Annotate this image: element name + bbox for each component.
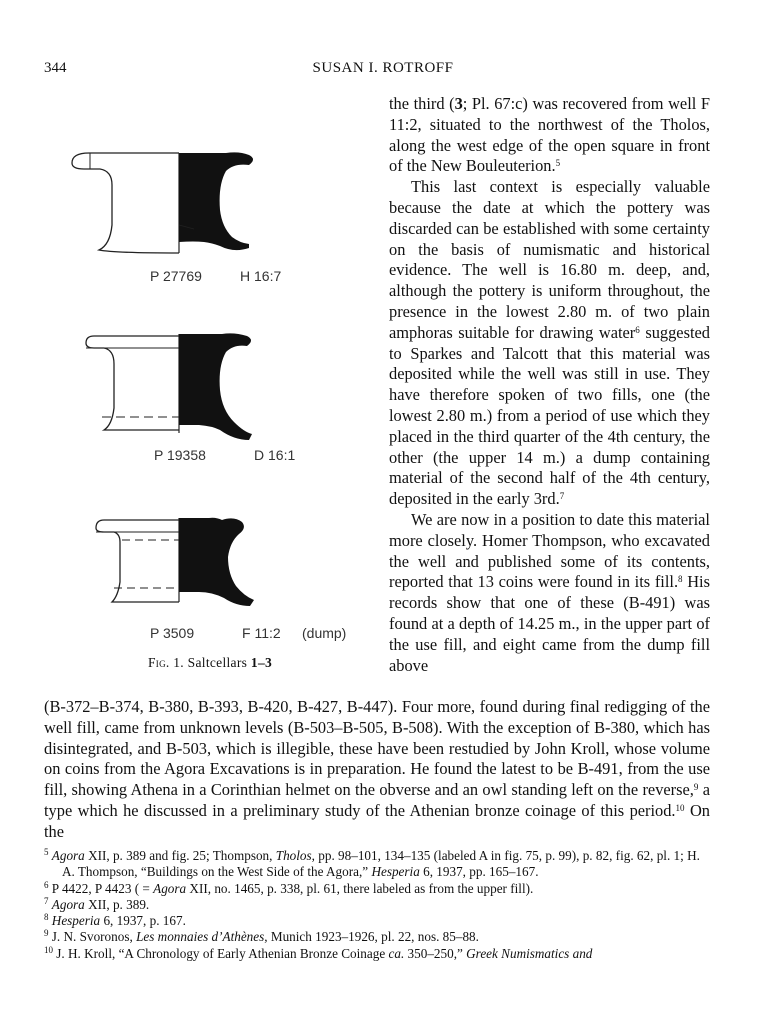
saltcellar-drawing-2 xyxy=(44,330,364,480)
footnote-10: $^{10}$ J. H. Kroll, “A Chronology of Early Athenian Bronze Coinage ca. 350–250,” Greek Numismatics and xyxy=(44,944,593,961)
footnote-5: $^5$ Agora XII, p. 389 and fig. 25; Thompson, Tholos, pp. 98–101, 134–135 (labeled A in fig. 75, p. 99), p. 82, fig. 62, pl. 1; H. A. Thompson, “Buildings on the West Side of the Agora,” Hesperia 6, 1937, pp. 165–167. xyxy=(44,847,700,880)
page-number: 344 xyxy=(44,60,67,76)
saltcellar-drawing-3 xyxy=(44,512,364,647)
paragraph-3: We are now in a position to date this material more closely. Homer Thompson, who excavated the well and published some of its contents, reported that 13 coins were found in its fill.$^8$ His records show that one of these (B-491) was found at a depth of 14.25 m., in the upper part of the use fill, and eight came from the dump fill above xyxy=(389,509,710,675)
paragraph-1: the third (3; Pl. 67:c) was recovered from well F 11:2, situated to the northwest of the Tholos, along the west edge of the open square in front of the New Bouleuterion.$^5$ xyxy=(389,94,710,176)
footnote-9: $^9$ J. N. Svoronos, Les monnaies d’Athènes, Munich 1923–1926, pl. 22, nos. 85–88. xyxy=(44,928,479,945)
footnote-8: $^8$ Hesperia 6, 1937, p. 167. xyxy=(44,912,186,929)
body-text-column xyxy=(389,94,710,676)
figure-1-inventory-label: P 27769 xyxy=(150,268,202,284)
saltcellar-profile-3 xyxy=(44,512,364,624)
paragraph-2: This last context is especially valuable because the date at which the pottery was discarded can be established with some certainty on the basis of numismatic and historical evidence. The well is 16.80 m. deep, and, although the pottery is uniform throughout, the presence in the lowest 2.80 m. of two plain amphoras suitable for drawing water$^6$ suggested to Sparkes and Talcott that this material was deposited while the well was still in use. They have therefore spoken of two fills, one (the lowest 2.80 m.) from a period of use which they placed in the third quarter of the 4th century, the other (the upper 14 m.) a dump containing material of the second half of the 4th century, deposited in the early 3rd.$^7$ xyxy=(389,177,710,509)
figure-3-inventory-label: P 3509 xyxy=(150,625,195,641)
figure-3-note-label: (dump) xyxy=(302,625,347,641)
saltcellar-profile-2 xyxy=(44,330,364,455)
footnote-7: $^7$ Agora XII, p. 389. xyxy=(44,895,150,912)
running-head: SUSAN I. ROTROFF xyxy=(312,60,454,76)
figure-1-deposit-label: H 16:7 xyxy=(240,268,282,284)
footnotes xyxy=(44,848,710,962)
paragraph-3-continued: (B-372–B-374, B-380, B-393, B-420, B-427, B-447). Four more, found during final redigging of the well fill, came from unknown levels (B-503–B-505, B-508). With the exception of B-380, which has disintegrated, and B-503, which is illegible, these have been restudied by John Kroll, whose volume on coins from the Agora Excavations is in preparation. He found the latest to be B-491, from the use fill, showing Athena in a Corinthian helmet on the obverse and an owl standing left on the reverse,$^9$ a type which he discussed in a preliminary study of the Athenian bronze coinage of this period.$^{10}$ On the xyxy=(44,697,710,841)
figure-3-deposit-label: F 11:2 xyxy=(242,625,281,641)
saltcellar-profile-1 xyxy=(44,145,364,275)
figure-caption: Fig. 1. Saltcellars 1–3 xyxy=(148,655,273,670)
figure-2-inventory-label: P 19358 xyxy=(154,447,206,463)
figure-2-deposit-label: D 16:1 xyxy=(254,447,296,463)
footnote-6: $^6$ P 4422, P 4423 ( = Agora XII, no. 1465, p. 338, pl. 61, there labeled as from the upper fill). xyxy=(44,879,534,896)
saltcellar-drawing-1 xyxy=(44,145,364,295)
